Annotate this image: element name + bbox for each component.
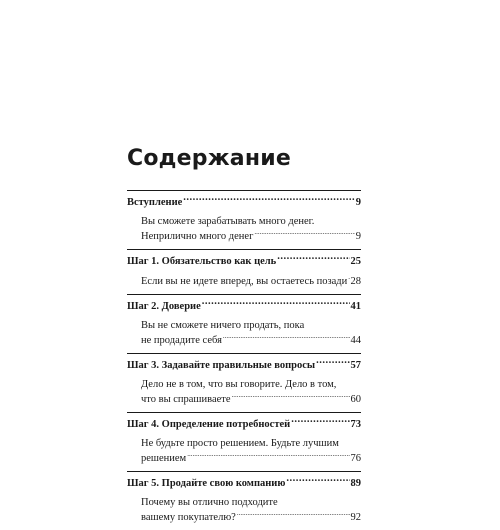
toc-chapter — [127, 254, 361, 269]
subentry-page: 9 — [355, 231, 361, 242]
subentry-line: Не будьте просто решением. Будьте лучшим — [141, 438, 339, 449]
chapter-page: 9 — [355, 197, 361, 208]
subentry-last-line: что вы спрашиваете — [141, 394, 231, 405]
chapter-title: Шаг 1. Обязательство как цель — [127, 256, 277, 267]
dot-leader — [286, 476, 349, 486]
toc-subentry — [127, 496, 361, 525]
toc-subentry — [127, 378, 361, 407]
subentry-last-line: не продадите себя — [141, 335, 222, 346]
subentry-last-line: Если вы не идете вперед, вы остаетесь позади — [141, 276, 348, 287]
chapter-page: 73 — [350, 419, 361, 430]
toc-subentry — [127, 274, 361, 289]
chapter-title: Шаг 4. Определение потребностей — [127, 419, 291, 430]
chapter-title: Вступление — [127, 197, 183, 208]
toc-subentry — [127, 215, 361, 244]
toc-subentry — [127, 437, 361, 466]
dot-leader — [187, 451, 349, 461]
divider — [127, 190, 361, 191]
dot-leader — [254, 229, 354, 239]
subentry-last-line: вашему покупателю? — [141, 512, 236, 523]
chapter-page: 89 — [350, 478, 361, 489]
subentry-last-line: Неприлично много денег — [141, 231, 254, 242]
divider — [127, 412, 361, 413]
subentry-page: 44 — [350, 335, 361, 346]
subentry-line: Почему вы отлично подходите — [141, 497, 278, 508]
page-title: Содержание — [127, 146, 291, 171]
subentry-line: Дело не в том, что вы говорите. Дело в том, — [141, 379, 337, 390]
subentry-page: 28 — [350, 276, 361, 287]
toc-chapter — [127, 417, 361, 432]
dot-leader — [202, 299, 350, 309]
subentry-page: 92 — [350, 512, 361, 523]
chapter-page: 41 — [350, 301, 361, 312]
dot-leader — [183, 195, 354, 205]
chapter-page: 57 — [350, 360, 361, 371]
toc-chapter — [127, 195, 361, 210]
chapter-title: Шаг 5. Продайте свою компанию — [127, 478, 286, 489]
dot-leader — [316, 358, 349, 368]
chapter-title: Шаг 2. Доверие — [127, 301, 201, 312]
chapter-page: 25 — [350, 256, 361, 267]
toc-chapter — [127, 476, 361, 491]
toc-chapter — [127, 299, 361, 314]
subentry-last-line: решением — [141, 453, 187, 464]
toc-chapter — [127, 358, 361, 373]
divider — [127, 294, 361, 295]
dot-leader — [277, 254, 349, 264]
dot-leader — [223, 333, 350, 343]
toc-subentry — [127, 319, 361, 348]
dot-leader — [237, 510, 350, 520]
dot-leader — [291, 417, 349, 427]
table-of-contents — [127, 190, 361, 530]
subentry-line: Вы сможете зарабатывать много денег. — [141, 216, 315, 227]
chapter-title: Шаг 3. Задавайте правильные вопросы — [127, 360, 316, 371]
subentry-page: 60 — [350, 394, 361, 405]
divider — [127, 471, 361, 472]
dot-leader — [232, 392, 350, 402]
dot-leader — [348, 274, 349, 284]
divider — [127, 353, 361, 354]
divider — [127, 249, 361, 250]
subentry-line: Вы не сможете ничего продать, пока — [141, 320, 305, 331]
subentry-page: 76 — [350, 453, 361, 464]
